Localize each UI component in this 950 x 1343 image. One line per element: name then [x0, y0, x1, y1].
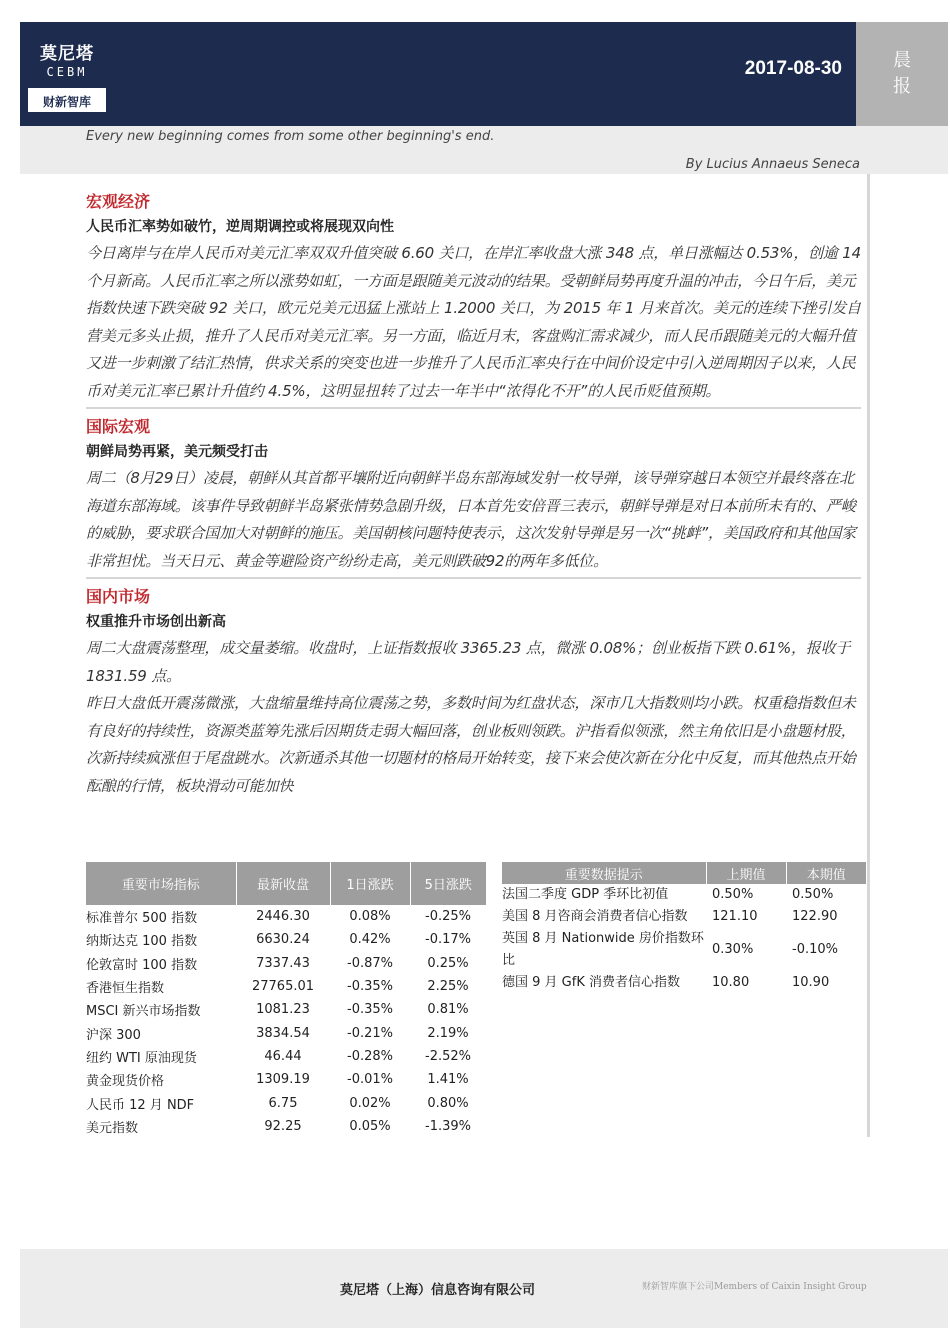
close-value: 3834.54	[256, 1025, 310, 1041]
header-bar	[20, 22, 856, 126]
table-row	[502, 884, 866, 906]
table-row	[86, 928, 486, 951]
important-data-table	[502, 862, 866, 994]
change-1d: -0.35%	[347, 1002, 393, 1018]
indicator-name: 伦敦富时 100 指数	[86, 957, 198, 973]
close-value: 1081.23	[256, 1002, 310, 1018]
indicator-name: 纳斯达克 100 指数	[86, 934, 198, 950]
change-1d: 0.08%	[349, 909, 391, 925]
section-domestic	[86, 585, 861, 802]
change-1d: 0.42%	[349, 932, 391, 948]
data-item: 法国二季度 GDP 季环比初值	[502, 887, 669, 902]
table-row	[86, 1068, 486, 1091]
table-row	[86, 1115, 486, 1138]
column-header: 本期值	[786, 862, 866, 884]
report-type-char-2: 报	[893, 76, 911, 97]
previous-value: 0.50%	[712, 887, 754, 902]
report-type-char-1: 晨	[893, 50, 911, 71]
report-footer	[20, 1249, 948, 1328]
change-5d: -2.52%	[425, 1048, 471, 1064]
column-header: 1日涨跌	[330, 862, 410, 905]
change-5d: 1.41%	[427, 1072, 469, 1088]
table-row	[502, 972, 866, 994]
change-5d: -0.17%	[425, 932, 471, 948]
change-5d: 0.80%	[427, 1095, 469, 1111]
logo-cn: 莫尼塔	[40, 44, 94, 64]
current-value: 122.90	[792, 909, 838, 924]
table-row	[502, 928, 866, 972]
close-value: 1309.19	[256, 1072, 310, 1088]
data-item: 英国 8 月 Nationwide 房价指数环比	[502, 931, 704, 968]
indicator-name: MSCI 新兴市场指数	[86, 1004, 201, 1020]
data-item: 美国 8 月咨商会消费者信心指数	[502, 909, 688, 924]
quote-text: Every new beginning comes from some other beginning's end.	[86, 129, 495, 144]
change-5d: -1.39%	[425, 1118, 471, 1134]
change-1d: -0.21%	[347, 1025, 393, 1041]
indicator-name: 纽约 WTI 原油现货	[86, 1050, 197, 1066]
table-row	[86, 905, 486, 928]
section-paragraph: 今日离岸与在岸人民币对美元汇率双双升值突破 6.60 关口，在岸汇率收盘大涨 348 点，单日涨幅达 0.53%，创逾 14 个月新高。人民币汇率之所以涨势如虹，一方面是跟随美元波动的结果。受朝鲜局势再度升温的冲击，今日午后，美元指数快速下跌突破 92 关口，欧元兑美元迅猛上涨站上 1.2000 关口，为 2015 年 1 月来首次。美元的连续下挫引发自营美元多头止损，推升了人民币对美元汇率。另一方面，临近月末，客盘购汇需求减少，而人民币跟随美元的大幅升值又进一步刺激了结汇热情，供求关系的突变也进一步推升了人民币汇率央行在中间价设定中引入逆周期因子以来，人民币对美元汇率已累计升值约 4.5%，这明显扭转了过去一年半中“浓得化不开”的人民币贬值预期。	[86, 244, 861, 400]
current-value: -0.10%	[792, 942, 838, 957]
change-1d: -0.87%	[347, 955, 393, 971]
change-5d: 2.19%	[427, 1025, 469, 1041]
table-row	[86, 1045, 486, 1068]
section-international	[86, 415, 861, 579]
column-header: 最新收盘	[236, 862, 330, 905]
indicator-name: 人民币 12 月 NDF	[86, 1097, 195, 1113]
change-1d: -0.28%	[347, 1048, 393, 1064]
report-type-tab	[856, 22, 948, 126]
table-row	[86, 998, 486, 1021]
report-body	[86, 190, 861, 808]
section-paragraph: 昨日大盘低开震荡微涨，大盘缩量维持高位震荡之势，多数时间为红盘状态，深市几大指数则均小跌。权重稳指数但未有良好的持续性，资源类蓝筹先涨后因期货走弱大幅回落，创业板则领跌。沪指看似领涨，然主角依旧是小盘题材股，次新持续疯涨但于尾盘跳水。次新通杀其他一切题材的格局开始转变，接下来会使次新在分化中反复，而其他热点开始酝酿的行情，板块滑动可能加快	[86, 694, 856, 795]
close-value: 2446.30	[256, 909, 310, 925]
close-value: 6630.24	[256, 932, 310, 948]
quote-author: By Lucius Annaeus Seneca	[685, 157, 860, 172]
change-5d: 2.25%	[427, 979, 469, 995]
previous-value: 10.80	[712, 975, 750, 990]
table-header-row	[86, 862, 486, 905]
section-subtitle: 权重推升市场创出新高	[86, 614, 226, 630]
section-title: 国际宏观	[86, 417, 151, 436]
column-header: 上期值	[706, 862, 786, 884]
column-header: 重要数据提示	[502, 862, 706, 884]
company-name: 莫尼塔（上海）信息咨询有限公司	[340, 1283, 536, 1298]
column-header: 5日涨跌	[410, 862, 486, 905]
table-row	[86, 1021, 486, 1044]
data-item: 德国 9 月 GfK 消费者信心指数	[502, 975, 680, 990]
close-value: 27765.01	[251, 979, 315, 995]
table-row	[502, 906, 866, 928]
change-1d: -0.35%	[347, 979, 393, 995]
indicator-name: 沪深 300	[86, 1027, 141, 1043]
change-1d: -0.01%	[347, 1072, 393, 1088]
change-5d: -0.25%	[425, 909, 471, 925]
section-subtitle: 人民币汇率势如破竹，逆周期调控或将展现双向性	[86, 219, 394, 235]
logo-en: CEBM	[46, 65, 88, 79]
close-value: 46.44	[264, 1048, 302, 1064]
indicator-name: 香港恒生指数	[86, 981, 165, 997]
section-subtitle: 朝鲜局势再紧，美元频受打击	[86, 444, 268, 460]
table-row	[86, 975, 486, 998]
current-value: 10.90	[792, 975, 830, 990]
indicator-name: 标准普尔 500 指数	[86, 911, 198, 927]
indicator-name: 美元指数	[86, 1120, 139, 1136]
close-value: 6.75	[268, 1095, 298, 1111]
logo-mark	[28, 36, 106, 88]
logo-subtitle: 财新智库	[42, 95, 91, 109]
change-5d: 0.25%	[427, 955, 469, 971]
close-value: 7337.43	[256, 955, 310, 971]
section-title: 宏观经济	[86, 192, 151, 211]
section-title: 国内市场	[86, 587, 151, 606]
current-value: 0.50%	[792, 887, 834, 902]
change-1d: 0.02%	[349, 1095, 391, 1111]
table-row	[86, 1091, 486, 1114]
cebm-logo	[28, 36, 106, 112]
section-paragraph: 周二（8月29日）凌晨，朝鲜从其首都平壤附近向朝鲜半岛东部海域发射一枚导弹，该导弹穿越日本领空并最终落在北海道东部海域。该事件导致朝鲜半岛紧张情势急剧升级，日本首先安倍晋三表示，朝鲜导弹是对日本前所未有的、严峻的威胁，要求联合国加大对朝鲜的施压。美国朝核问题特使表示，这次发射导弹是另一次“挑衅”，美国政府和其他国家非常担忧。当天日元、黄金等避险资产纷纷走高，美元则跌破92的两年多低位。	[86, 469, 856, 570]
section-macro	[86, 190, 861, 409]
table-row	[86, 952, 486, 975]
previous-value: 0.30%	[712, 942, 754, 957]
group-membership: 财新智库旗下公司Members of Caixin Insight Group	[642, 1282, 867, 1292]
indicator-name: 黄金现货价格	[86, 1074, 165, 1090]
market-indicators-table	[86, 862, 486, 1138]
column-header: 重要市场指标	[86, 862, 236, 905]
section-paragraph: 周二大盘震荡整理，成交量萎缩。收盘时，上证指数报收 3365.23 点，微涨 0.08%；创业板指下跌 0.61%，报收于 1831.59 点。	[86, 639, 851, 685]
change-1d: 0.05%	[349, 1118, 391, 1134]
report-date: 2017-08-30	[744, 58, 842, 79]
table-header-row	[502, 862, 866, 884]
report-header	[20, 22, 948, 126]
close-value: 92.25	[264, 1118, 302, 1134]
change-5d: 0.81%	[427, 1002, 469, 1018]
quote-band	[20, 126, 948, 174]
right-divider	[867, 174, 870, 1137]
previous-value: 121.10	[712, 909, 758, 924]
